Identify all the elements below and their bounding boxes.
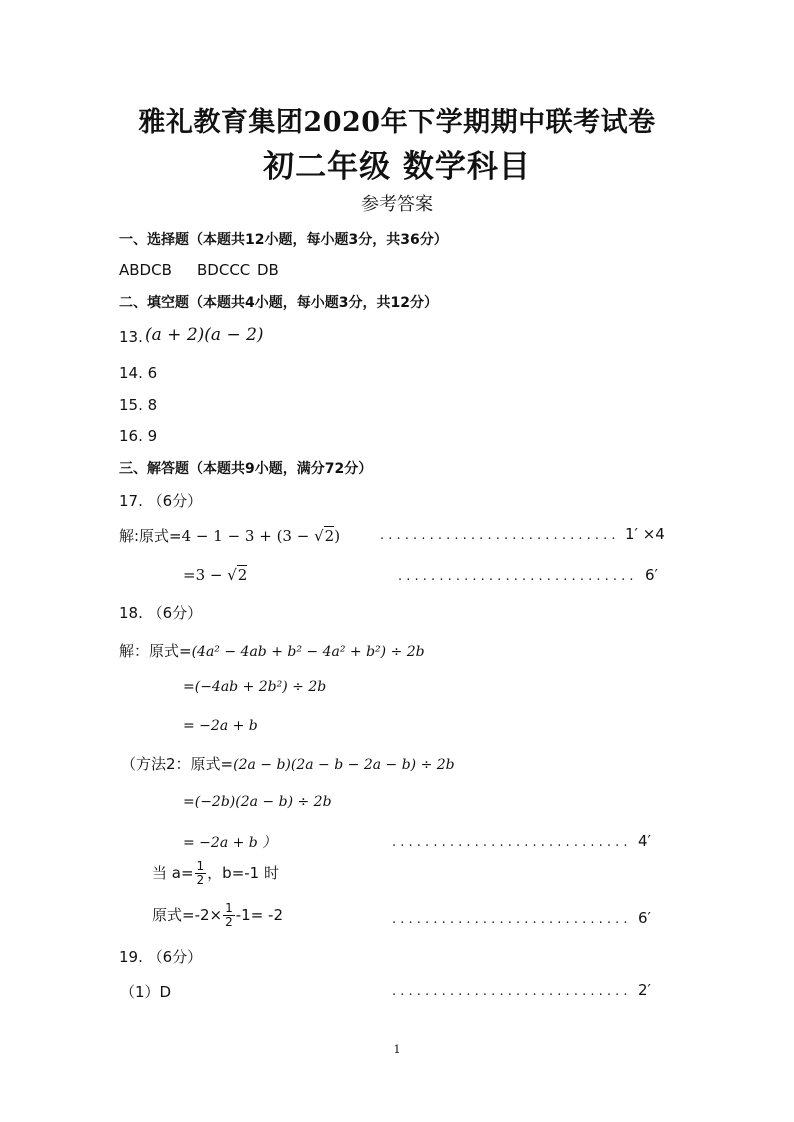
choice-answers-3: DB xyxy=(257,261,279,279)
q18-line1-prefix: 解：原式= xyxy=(119,642,192,660)
q15-answer: 15. 8 xyxy=(119,396,158,414)
q13-number: 13. xyxy=(119,328,143,346)
q17-dots-2: . . . . . . . . . . . . . . . . . . . . . . . . . . . . . xyxy=(398,569,634,584)
q18-cond-a: 当 a= xyxy=(152,864,194,882)
q17-label: 17. （6分） xyxy=(119,492,203,510)
frac-den: 2 xyxy=(196,873,205,887)
q17-line1-math-b: ) xyxy=(334,527,341,545)
q18-alt-line3: = −2a + b ） xyxy=(183,835,277,851)
frac-num: 1 xyxy=(225,901,233,915)
q18-line1 xyxy=(119,640,425,661)
choice-answers-1: ABDCB xyxy=(119,261,172,279)
q18-alt-line1 xyxy=(121,753,455,774)
q17-line1 xyxy=(119,525,340,546)
q17-line2 xyxy=(183,566,247,584)
q19-dots-1: . . . . . . . . . . . . . . . . . . . . . . . . . . . . . xyxy=(392,984,628,999)
q18-cond-b: ，b=-1 时 xyxy=(207,864,279,882)
section2-heading: 二、填空题（本题共4小题，每小题3分，共12分） xyxy=(119,295,438,311)
q17-score-2: 6′ xyxy=(645,566,658,584)
exam-title: 雅礼教育集团2020年下学期期中联考试卷 xyxy=(138,107,656,138)
q18-line3: = −2a + b xyxy=(183,718,258,734)
q18-label: 18. （6分） xyxy=(119,604,203,622)
sqrt-sign: √ xyxy=(227,566,237,584)
q18-alt-prefix: （方法2：原式= xyxy=(121,755,234,773)
page-number: 1 xyxy=(393,1043,401,1056)
q18-score-1: 4′ xyxy=(638,832,651,850)
q19-label: 19. （6分） xyxy=(119,948,203,966)
frac-num: 1 xyxy=(196,859,205,873)
exam-subtitle: 初二年级 数学科目 xyxy=(263,149,531,185)
q18-alt-math: (2a − b)(2a − b − 2a − b) ÷ 2b xyxy=(233,757,455,773)
q18-line2: =(−4ab + 2b²) ÷ 2b xyxy=(183,679,327,695)
fraction-half xyxy=(195,860,207,887)
q18-result xyxy=(152,902,283,929)
q13-answer: (a + 2)(a − 2) xyxy=(145,325,264,345)
q18-score-2: 6′ xyxy=(638,909,651,927)
q14-answer: 14. 6 xyxy=(119,364,158,382)
q17-line1-math-a: 4 − 1 − 3 + (3 − xyxy=(181,527,315,545)
q18-condition xyxy=(152,860,279,887)
sqrt-sign: √ xyxy=(314,527,324,545)
q17-line2-math-a: =3 − xyxy=(183,566,228,584)
section3-heading: 三、解答题（本题共9小题，满分72分） xyxy=(119,461,373,477)
q17-line1-prefix: 解:原式= xyxy=(119,527,182,545)
q18-alt-line2: =(−2b)(2a − b) ÷ 2b xyxy=(183,794,332,810)
q17-line1-sqrt: 2 xyxy=(324,527,335,545)
frac-den: 2 xyxy=(225,915,233,929)
q18-res-b: -1= -2 xyxy=(235,906,283,924)
q17-dots-1: . . . . . . . . . . . . . . . . . . . . . . . . . . . . . xyxy=(380,528,616,543)
q19-part1: （1）D xyxy=(120,983,172,1001)
doc-type: 参考答案 xyxy=(361,194,433,215)
choice-answers-2: BDCCC xyxy=(197,261,251,279)
q18-dots-1: . . . . . . . . . . . . . . . . . . . . . . . . . . . . . xyxy=(392,835,628,850)
q18-dots-2: . . . . . . . . . . . . . . . . . . . . . . . . . . . . . xyxy=(392,912,628,927)
section1-heading: 一、选择题（本题共12小题，每小题3分，共36分） xyxy=(119,232,448,248)
q16-answer: 16. 9 xyxy=(119,427,158,445)
fraction-half xyxy=(223,902,235,929)
q17-line2-sqrt: 2 xyxy=(237,566,248,584)
q18-line1-math: (4a² − 4ab + b² − 4a² + b²) ÷ 2b xyxy=(191,644,425,660)
q17-score-1: 1′ ×4 xyxy=(625,525,665,543)
q18-res-a: 原式=-2× xyxy=(152,906,223,924)
q19-score-1: 2′ xyxy=(638,981,651,999)
